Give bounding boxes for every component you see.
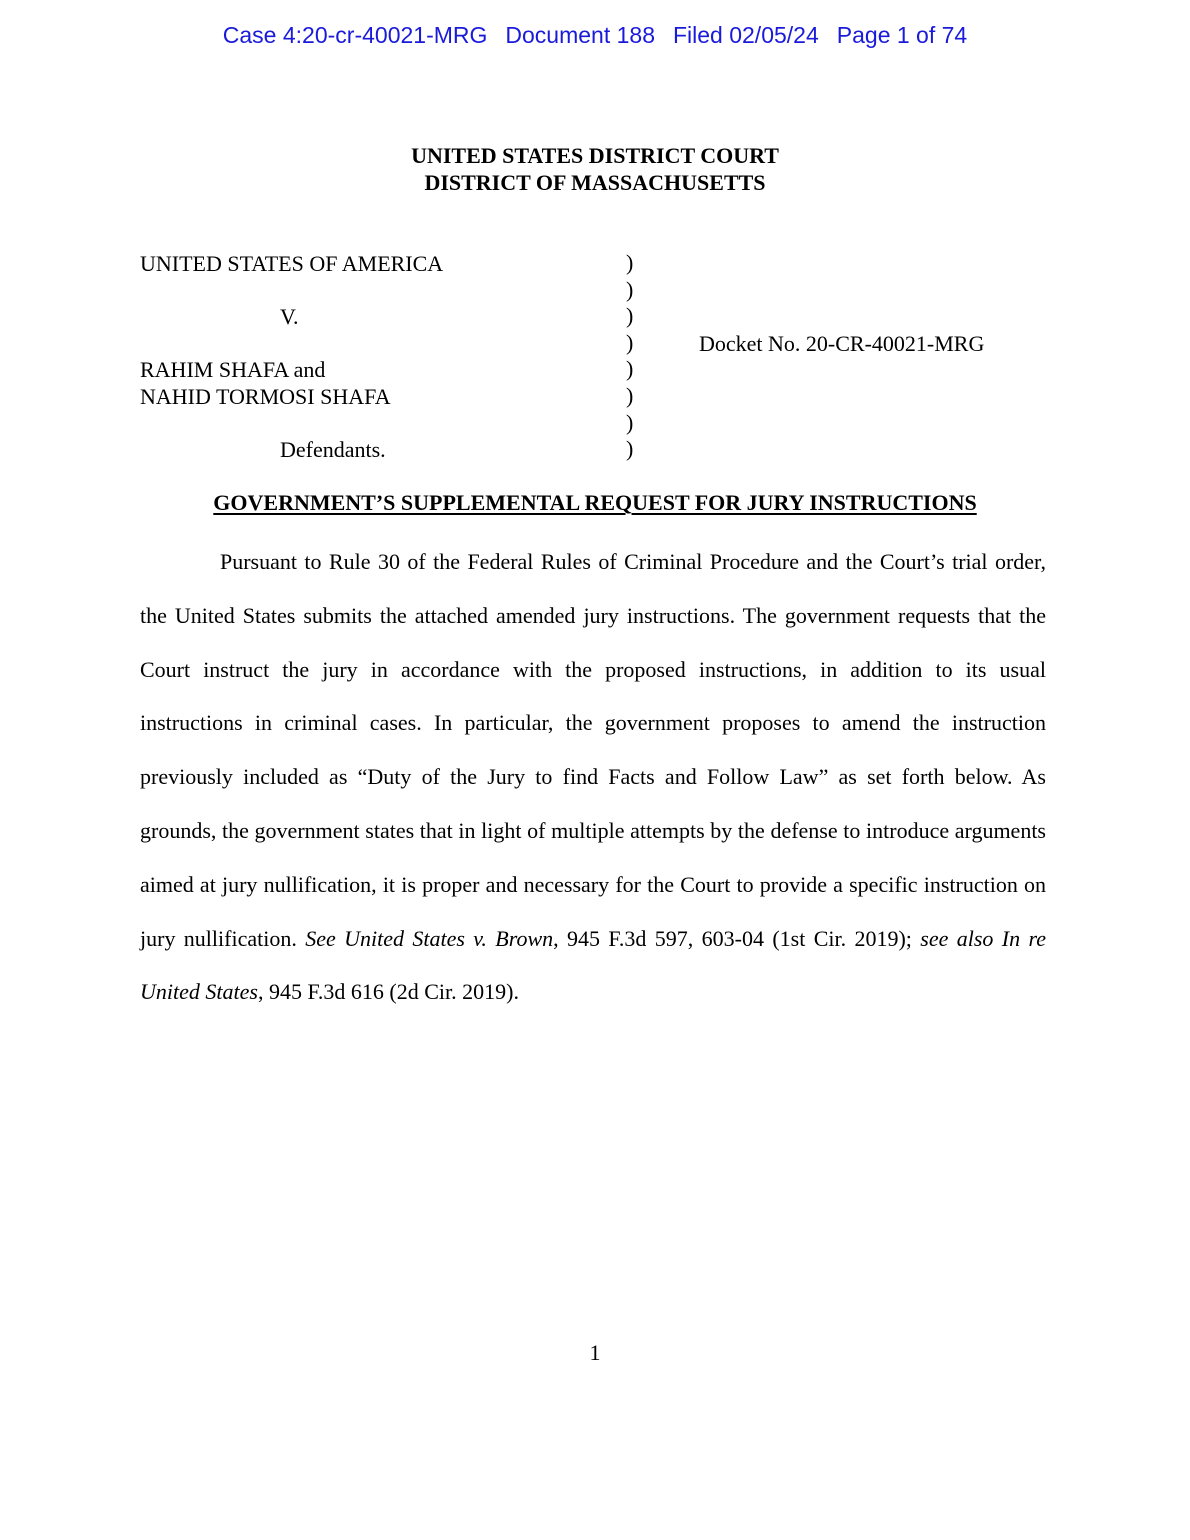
ecf-case-number: Case 4:20-cr-40021-MRG xyxy=(222,22,488,48)
caption-defendant-2: NAHID TORMOSI SHAFA xyxy=(140,384,391,409)
court-name: UNITED STATES DISTRICT COURT xyxy=(411,143,779,168)
body-paragraph xyxy=(140,535,1046,1019)
ecf-filing-header xyxy=(0,22,1190,49)
caption-versus: V. xyxy=(280,304,299,329)
caption-paren: ) xyxy=(626,382,634,408)
caption-paren: ) xyxy=(626,250,634,275)
caption-paren-column xyxy=(626,250,633,463)
caption-defendant-1: RAHIM SHAFA and xyxy=(140,357,326,382)
caption-defendants-label: Defendants. xyxy=(280,437,386,462)
citation-in-re: see also In re United States xyxy=(140,925,1046,1005)
page-number: 1 xyxy=(589,1340,601,1365)
document-title: GOVERNMENT’S SUPPLEMENTAL REQUEST FOR JURY INSTRUCTIONS xyxy=(213,490,977,515)
caption-plaintiff: UNITED STATES OF AMERICA xyxy=(140,251,444,276)
ecf-document-number: Document 188 xyxy=(505,22,655,48)
ecf-filed-date: Filed 02/05/24 xyxy=(672,22,819,48)
body-text: Pursuant to Rule 30 of the Federal Rules of Criminal Procedure and the Court’s trial order, the United States submits the attached amended jury instructions. The government requests that the Court instruct the jury in accordance with the proposed instructions, in addition to its usual instructions in criminal cases. In particular, the government proposes to amend the instruction previously included as “Duty of the Jury to find Facts and Follow Law” as set forth below. As grounds, the government states that in light of multiple attempts by the defense to introduce arguments aimed at jury nullification, it is proper and necessary for the Court to provide a specific instruction on jury nullification. xyxy=(140,549,1046,951)
citation-in-re-reporter: , 945 F.3d 616 (2d Cir. 2019). xyxy=(257,979,519,1005)
court-district: DISTRICT OF MASSACHUSETTS xyxy=(424,170,766,195)
docket-number: Docket No. 20-CR-40021-MRG xyxy=(699,331,985,356)
caption-paren: ) xyxy=(626,436,634,462)
caption-paren: ) xyxy=(626,276,634,302)
caption-paren: ) xyxy=(626,356,634,382)
court-heading xyxy=(0,142,1190,196)
caption-paren: ) xyxy=(626,409,634,435)
caption-paren: ) xyxy=(626,329,634,355)
ecf-page-count: Page 1 of 74 xyxy=(836,22,968,48)
caption-paren: ) xyxy=(626,303,634,329)
citation-brown-reporter: , 945 F.3d 597, 603-04 (1st Cir. 2019); xyxy=(553,925,921,951)
citation-brown: See United States v. Brown xyxy=(305,925,554,951)
